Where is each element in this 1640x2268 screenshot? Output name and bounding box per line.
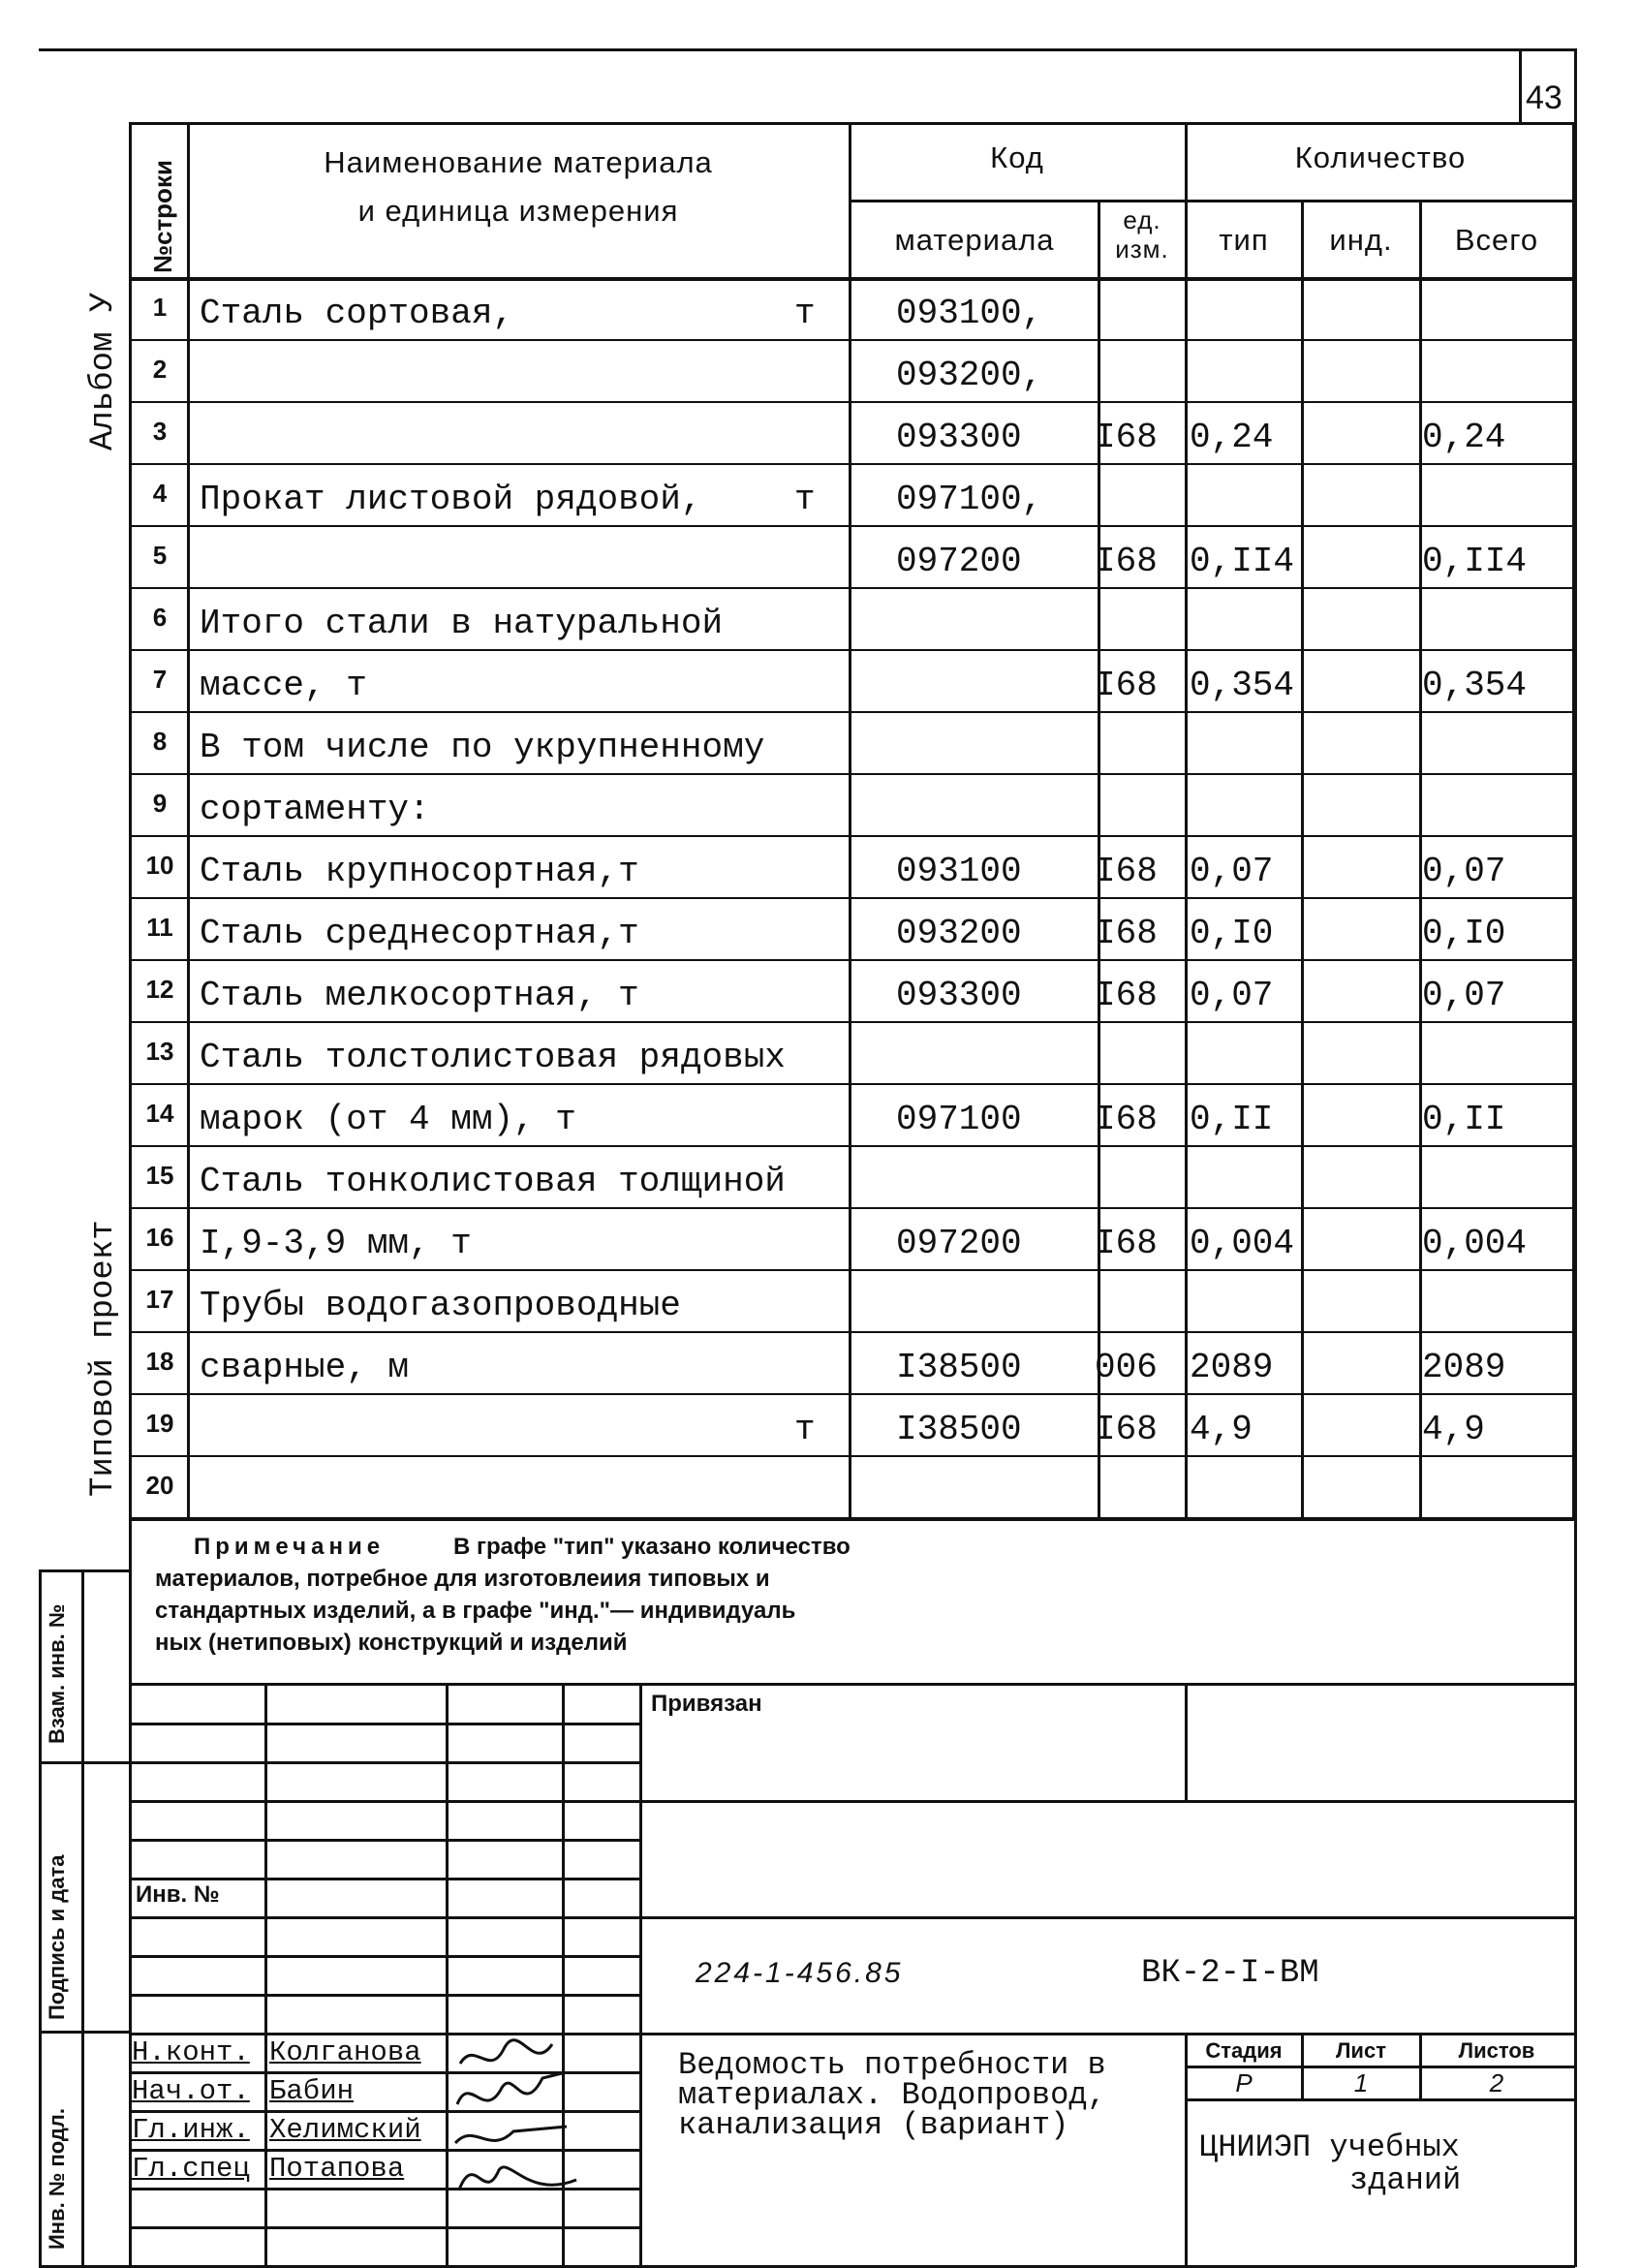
side-label-inv-podl: Инв. № подл. — [45, 2108, 69, 2250]
material-name: сортаменту: — [200, 790, 430, 829]
doc-title-line1: Ведомость потребности в — [678, 2047, 1106, 2083]
header-ind: инд. — [1329, 223, 1393, 257]
unit-code: I68 — [1095, 666, 1158, 705]
material-name: Сталь мелкосортная, т — [200, 976, 639, 1015]
qty-typ: 0,004 — [1190, 1224, 1295, 1263]
material-name: Сталь толстолистовая рядовых — [200, 1038, 786, 1077]
material-code: 093200 — [896, 914, 1022, 953]
row-separator — [129, 835, 1575, 837]
signatures-scribble — [446, 2035, 581, 2228]
stamp-row8 — [129, 1994, 639, 1997]
qty-typ: 2089 — [1190, 1348, 1274, 1387]
row-number: 14 — [145, 1099, 174, 1128]
material-name: сварные, м — [200, 1348, 410, 1387]
unit-code: I68 — [1095, 1410, 1158, 1449]
margin-inner-line — [81, 1569, 84, 2267]
sheet-code: ВК-2-I-ВМ — [1141, 1955, 1319, 1992]
header-name-line1: Наименование материала — [324, 145, 713, 179]
row-number: 9 — [152, 789, 168, 818]
unit-code: I68 — [1095, 1224, 1158, 1263]
material-unit: т — [794, 1410, 816, 1449]
signer-role: Нач.от. — [132, 2075, 250, 2107]
row-separator — [129, 525, 1575, 527]
row-number: 10 — [145, 851, 174, 880]
row-number: 7 — [152, 665, 168, 694]
row-number: 5 — [152, 541, 168, 570]
material-name: В том числе по укрупненному — [200, 728, 765, 767]
qty-typ: 0,24 — [1190, 418, 1274, 457]
unit-code: I68 — [1095, 976, 1158, 1015]
row-separator — [129, 1331, 1575, 1333]
row-separator — [129, 1269, 1575, 1271]
row-number: 20 — [145, 1471, 174, 1500]
header-bottom — [129, 277, 1575, 281]
unit-code: I68 — [1095, 418, 1158, 457]
row-separator — [129, 773, 1575, 775]
qty-total: 0,II4 — [1422, 542, 1528, 581]
col-unit-divider — [1185, 122, 1188, 1519]
material-name: Сталь крупносортная,т — [200, 852, 639, 891]
material-name: Итого стали в натуральной — [200, 604, 724, 643]
inv-no-label: Инв. № — [136, 1881, 220, 1908]
margin-outer-line — [39, 1569, 42, 2267]
material-name: Сталь среднесортная,т — [200, 914, 639, 953]
note-line2: материалов, потребное для изготовлеиия типовых и — [155, 1566, 770, 1592]
stamp-top — [129, 1683, 1575, 1686]
header-row-number: №строки — [148, 160, 177, 273]
row-number: 18 — [145, 1347, 174, 1376]
page-number-box-left — [1519, 48, 1522, 124]
material-code: 093100, — [896, 294, 1043, 333]
stamp-row4 — [129, 1839, 639, 1842]
material-name: Трубы водогазопроводные — [200, 1286, 681, 1325]
unit-code: I68 — [1095, 542, 1158, 581]
col-name-divider — [849, 122, 851, 1519]
row-separator — [129, 339, 1575, 341]
qty-typ: 0,I0 — [1190, 914, 1274, 953]
header-typ: тип — [1219, 223, 1269, 257]
organization — [1199, 2131, 1461, 2197]
side-label-podpis: Подпись и дата — [45, 1854, 69, 2020]
row-separator — [129, 1145, 1575, 1147]
row-number: 15 — [145, 1161, 174, 1190]
row-separator — [129, 1083, 1575, 1085]
signature-3 — [455, 2127, 567, 2143]
header-sub-line — [849, 200, 1575, 202]
qty-total: 0,004 — [1422, 1224, 1528, 1263]
material-code: 097200 — [896, 1224, 1022, 1263]
row-number: 12 — [145, 975, 174, 1004]
sheets-value: 2 — [1489, 2068, 1504, 2097]
sheets-label: Листов — [1458, 2038, 1535, 2063]
row-separator — [129, 897, 1575, 899]
stage-value: Р — [1235, 2068, 1253, 2097]
side-label-vzam: Взам. инв. № — [45, 1603, 69, 1744]
doc-title-line2: материалах. Водопровод, — [678, 2077, 1106, 2113]
stamp-col4 — [639, 1683, 642, 2267]
row-number: 4 — [152, 479, 168, 508]
material-unit: т — [794, 294, 816, 333]
title-stage-line2 — [1185, 2098, 1575, 2101]
row-separator — [129, 401, 1575, 403]
stamp-privyazan-right — [1185, 1683, 1188, 1802]
stamp-row2 — [129, 1761, 639, 1764]
material-code: I38500 — [896, 1410, 1022, 1449]
signature-2 — [457, 2073, 562, 2104]
table-left — [129, 122, 132, 2268]
signer-role: Н.конт. — [132, 2036, 250, 2068]
material-name: Сталь сортовая, — [200, 294, 514, 333]
material-code: 093300 — [896, 976, 1022, 1015]
row-separator — [129, 587, 1575, 589]
note-title: Примечание — [194, 1534, 386, 1560]
qty-typ: 0,354 — [1190, 666, 1295, 705]
header-qty-group: Количество — [1294, 140, 1467, 174]
margin-box-top — [39, 1569, 131, 1572]
qty-typ: 0,07 — [1190, 852, 1274, 891]
organization-line1: ЦНИИЭП учебных — [1199, 2129, 1460, 2165]
signer-name: Потапова — [269, 2153, 405, 2185]
qty-total: 0,354 — [1422, 666, 1528, 705]
table-top — [129, 122, 1577, 125]
doc-title-line3: канализация (вариант) — [678, 2107, 1069, 2143]
row-number: 8 — [152, 727, 168, 756]
top-border — [39, 48, 1574, 51]
header-unit — [1100, 205, 1184, 264]
side-label-project: Типовой проект — [85, 1220, 122, 1497]
row-number: 19 — [145, 1409, 174, 1438]
material-code: 093200, — [896, 356, 1043, 395]
material-name: марок (от 4 мм), т — [200, 1100, 576, 1139]
col-typ-divider — [1301, 202, 1304, 1519]
unit-code: I68 — [1095, 1100, 1158, 1139]
note-line4: ных (нетиповых) конструкций и изделий — [155, 1630, 628, 1656]
qty-typ: 4,9 — [1190, 1410, 1253, 1449]
row-separator — [129, 463, 1575, 465]
header-total: Всего — [1454, 223, 1539, 257]
material-code: 093100 — [896, 852, 1022, 891]
margin-box-div1 — [39, 1761, 131, 1764]
table-bottom — [129, 1517, 1575, 1521]
col-row-divider — [187, 122, 190, 1519]
qty-total: 0,07 — [1422, 976, 1506, 1015]
material-name: Сталь тонколистовая толщиной — [200, 1162, 786, 1201]
signature-1 — [460, 2040, 552, 2064]
signer-name: Колганова — [269, 2036, 421, 2068]
signer-name: Бабин — [269, 2075, 355, 2107]
col-total-right — [1572, 122, 1575, 1519]
stamp-row3 — [129, 1800, 1575, 1803]
row-number: 13 — [145, 1037, 174, 1066]
qty-typ: 0,07 — [1190, 976, 1274, 1015]
stamp-row7 — [129, 1955, 639, 1958]
row-number: 2 — [152, 355, 168, 384]
header-material: материала — [894, 223, 1055, 257]
side-label-album: Альбом У — [85, 292, 122, 450]
row-number: 1 — [152, 293, 168, 322]
note-line1: В графе "тип" указано количество — [453, 1534, 851, 1560]
stamp-row9 — [129, 2033, 1575, 2035]
row-separator — [129, 1393, 1575, 1395]
note-line3: стандартных изделий, а в графе "инд."— индивидуаль — [155, 1598, 796, 1624]
unit-code: I68 — [1095, 852, 1158, 891]
row-number: 6 — [152, 603, 168, 632]
doc-title — [678, 2047, 1106, 2143]
qty-total: 0,II — [1422, 1100, 1506, 1139]
material-code: 097100 — [896, 1100, 1022, 1139]
header-unit-line2: изм. — [1115, 234, 1169, 264]
qty-total: 0,07 — [1422, 852, 1506, 891]
sheet-value: 1 — [1353, 2068, 1369, 2097]
unit-code: I68 — [1095, 914, 1158, 953]
material-name: массе, т — [200, 666, 367, 705]
row-number: 3 — [152, 417, 168, 446]
qty-total: 0,I0 — [1422, 914, 1506, 953]
stamp-row1 — [129, 1723, 639, 1725]
doc-code: 224-1-456.85 — [696, 1957, 904, 1989]
sheet-label: Лист — [1336, 2038, 1386, 2063]
row-number: 11 — [146, 913, 173, 942]
qty-typ: 0,II — [1190, 1100, 1274, 1139]
signer-role: Гл.инж. — [132, 2114, 250, 2146]
row-separator — [129, 1207, 1575, 1209]
material-code: 097200 — [896, 542, 1022, 581]
row-number: 16 — [145, 1223, 174, 1252]
material-unit: т — [794, 480, 816, 519]
header-unit-line1: ед. — [1123, 205, 1161, 234]
row-separator — [129, 711, 1575, 713]
row-separator — [129, 959, 1575, 961]
qty-total: 4,9 — [1422, 1410, 1485, 1449]
page-number: 43 — [1526, 79, 1563, 116]
signer-role: Гл.спец — [132, 2153, 250, 2185]
material-code: 093300 — [896, 418, 1022, 457]
row-separator — [129, 649, 1575, 651]
material-name: Прокат листовой рядовой, — [200, 480, 702, 519]
stamp-row6 — [129, 1916, 1575, 1919]
organization-line2: зданий — [1349, 2162, 1462, 2198]
signer-name: Хелимский — [269, 2114, 421, 2146]
stamp-row5 — [129, 1878, 639, 1880]
stamp-col1 — [264, 1683, 267, 2267]
qty-typ: 0,II4 — [1190, 542, 1295, 581]
privyazan-label: Привязан — [651, 1691, 762, 1717]
material-name: I,9-3,9 мм, т — [200, 1224, 472, 1263]
qty-total: 2089 — [1422, 1348, 1506, 1387]
signature-4 — [459, 2167, 576, 2190]
material-code: 097100, — [896, 480, 1043, 519]
header-code-group: Код — [990, 140, 1044, 174]
row-separator — [129, 1021, 1575, 1023]
row-separator — [129, 1455, 1575, 1457]
header-name-line2: и единица измерения — [357, 194, 679, 228]
margin-box-div2 — [39, 2031, 131, 2034]
material-code: I38500 — [896, 1348, 1022, 1387]
qty-total: 0,24 — [1422, 418, 1506, 457]
unit-code: 006 — [1095, 1348, 1158, 1387]
stage-label: Стадия — [1205, 2038, 1283, 2063]
row-number: 17 — [145, 1285, 174, 1314]
